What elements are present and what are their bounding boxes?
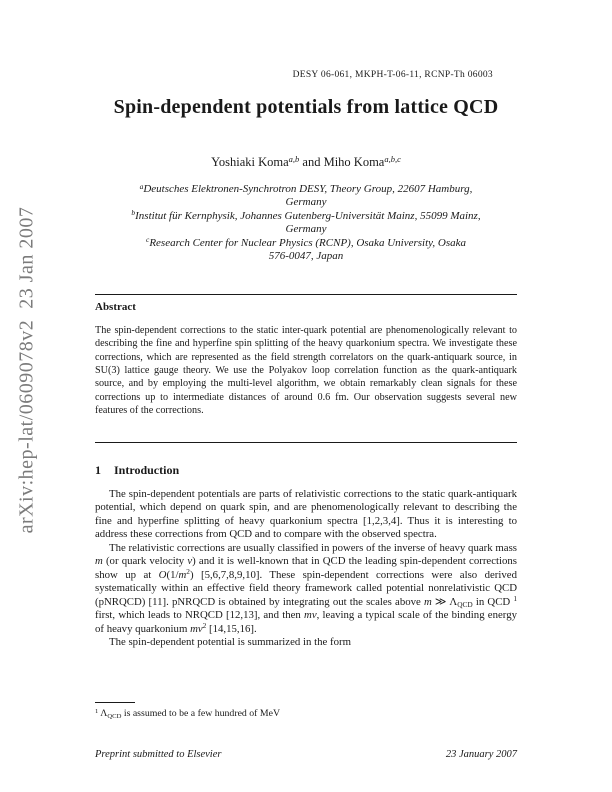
section-title: Introduction	[114, 463, 180, 477]
abstract-text: The spin-dependent corrections to the static inter-quark potential are phenomenologically relevant to describing the fine and hyperfine spin splitting of the heavy quarkonium spectra. We investigate these corrections, which are represented as the field strength correlators on the quark-antiquark source, in SU(3) lattice gauge theory. We use the Polyakov loop correlation function as the quark-antiquark source, and by employing the multi-level algorithm, we obtain remarkably clean signals for these corrections up to intermediate distances of around 0.6 fm. Our observation suggests several new features of the corrections.	[95, 325, 517, 417]
affiliation-line: $^c$Research Center for Nuclear Physics (RCNP), Osaka University, Osaka	[145, 235, 467, 249]
abstract-bottom-rule	[95, 442, 517, 443]
paper-title: Spin-dependent potentials from lattice QCD	[113, 96, 499, 118]
affiliation-marker: a	[139, 181, 144, 191]
introduction-body	[95, 488, 517, 649]
affiliation-marker: b	[131, 208, 136, 218]
affiliation-marker: c	[145, 235, 150, 245]
abstract-top-rule	[95, 294, 517, 295]
affiliation-line: 576-0047, Japan	[268, 250, 344, 263]
footer-date: 23 January 2007	[445, 749, 517, 760]
paragraph: The spin-dependent potentials are parts of relativistic corrections to the static quark-antiquark potential, which depend on quark spin, and are phenomenologically relevant to describing the fine and hyperfine splitting of heavy quarkonium spectra [1,2,3,4]. Thus it is interesting to address these corrections from QCD and to compare with the observed spectra.	[95, 488, 517, 541]
affiliation-line: Germany	[285, 196, 327, 209]
affiliations-block	[95, 183, 517, 263]
footnote-text: $^1$ ΛQCD is assumed to be a few hundred of MeV	[95, 708, 281, 720]
arxiv-watermark: arXiv:hep-lat/0609078v2 23 Jan 2007	[15, 206, 38, 534]
authors-line: Yoshiaki Koma$^{a,b}$ and Miho Koma$^{a,b,c}$	[211, 154, 401, 169]
affiliation-line: Germany	[285, 223, 327, 236]
report-ids: DESY 06-061, MKPH-T-06-11, RCNP-Th 06003	[292, 70, 493, 80]
section-heading-introduction	[95, 463, 517, 478]
paragraph: The relativistic corrections are usually classified in powers of the inverse of heavy quark mass m (or quark velocity v) and it is well-known that in QCD the leading spin-dependent corrections show up at $O(1/m^2)$ [5,6,7,8,9,10]. These spin-dependent corrections were also derived systematically within an effective field theory framework called potential nonrelativistic QCD (pNRQCD) [11]. pNRQCD is obtained by integrating out the scales above m ≫ ΛQCD in QCD $^1$ first, which leads to NRQCD [12,13], and then mv, leaving a typical scale of the binding energy of heavy quarkonium $mv^2$ [14,15,16].	[95, 541, 518, 635]
footer-submission-note: Preprint submitted to Elsevier	[95, 749, 222, 760]
affiliation-line: $^a$Deutsches Elektronen-Synchrotron DESY, Theory Group, 22607 Hamburg,	[139, 181, 473, 195]
page-footer	[95, 749, 517, 760]
affiliation-line: $^b$Institut für Kernphysik, Johannes Gutenberg-Universität Mainz, 55099 Mainz,	[131, 208, 481, 222]
abstract-heading: Abstract	[95, 301, 136, 313]
section-number: 1	[95, 463, 101, 477]
paragraph: The spin-dependent potential is summarized in the form	[109, 635, 351, 648]
footnote-rule	[95, 702, 135, 703]
